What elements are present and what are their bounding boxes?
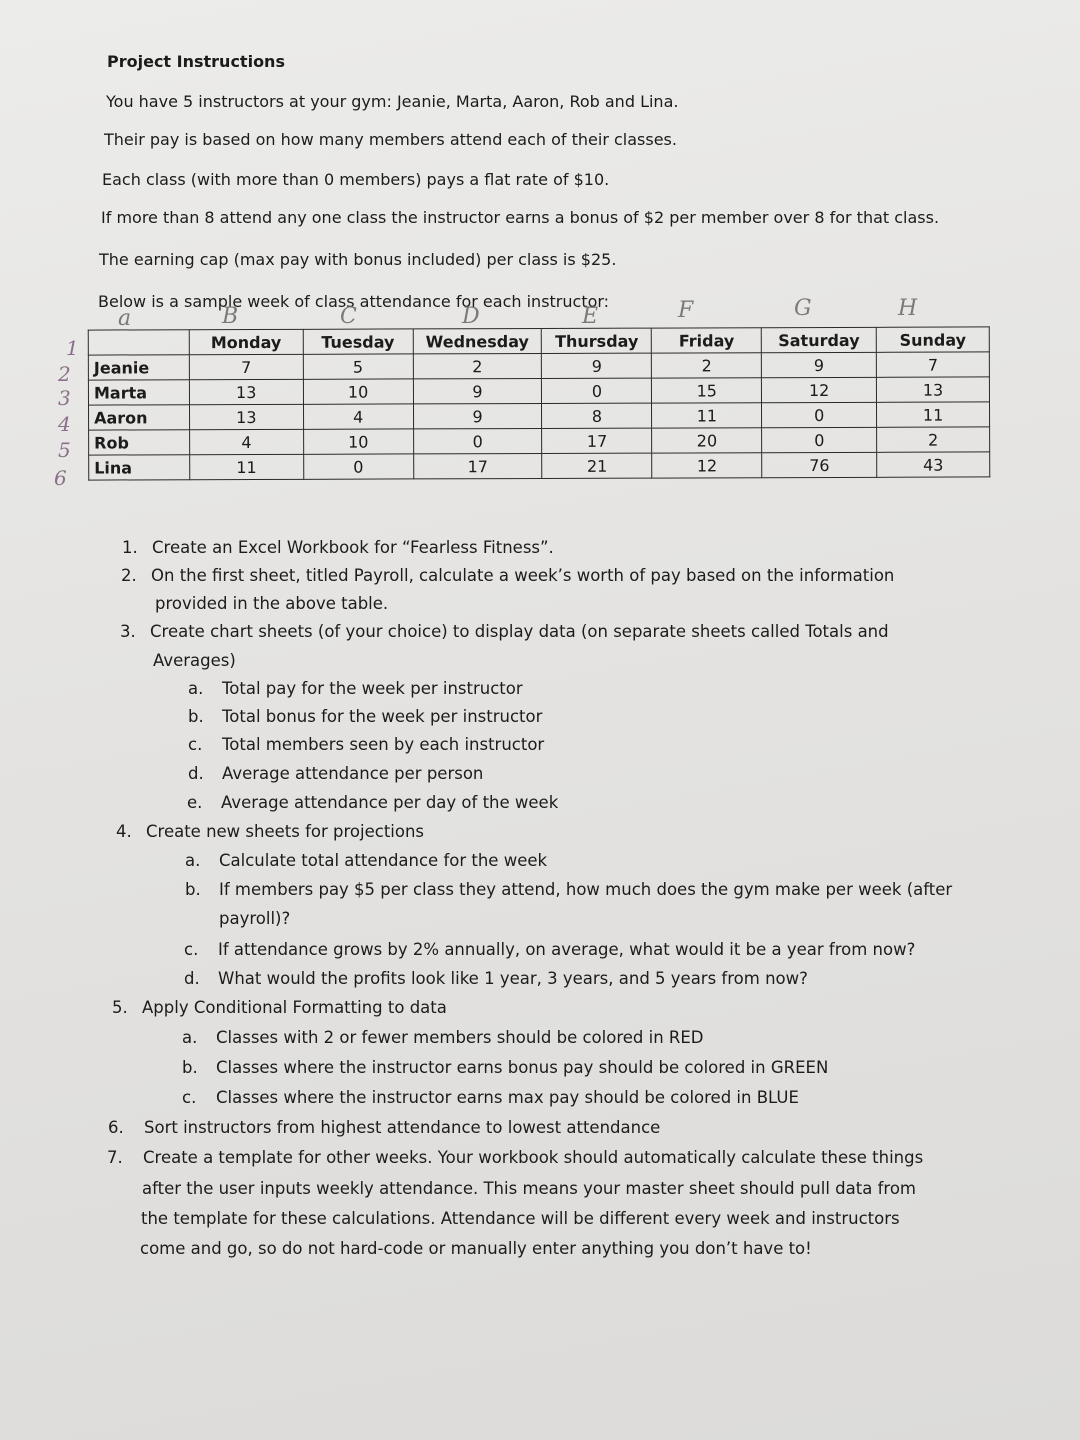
table-cell: 9	[413, 378, 542, 403]
handwritten-row-4: 4	[58, 412, 71, 436]
handwritten-row-2: 2	[58, 362, 71, 386]
handwritten-col-b: B	[222, 304, 239, 329]
task-6: 6. Sort instructors from highest attendance to lowest attendance	[108, 1118, 661, 1137]
table-cell: 0	[413, 428, 542, 453]
table-cell: 21	[542, 453, 652, 478]
table-cell: 2	[413, 353, 542, 378]
table-cell: 10	[303, 379, 413, 404]
task-4b-continued: payroll)?	[219, 909, 291, 928]
task-4b: b. If members pay $5 per class they attend, how much does the gym make per week (after	[185, 880, 953, 899]
table-row	[88, 352, 989, 380]
table-cell: 2	[652, 353, 762, 378]
table-row	[89, 427, 990, 455]
table-cell: 43	[877, 452, 990, 477]
table-cell: 13	[189, 404, 303, 429]
handwritten-col-a: a	[118, 306, 132, 331]
handwritten-row-6: 6	[54, 466, 67, 490]
table-cell: 20	[652, 428, 762, 453]
instructor-name: Marta	[88, 380, 189, 405]
instructor-name: Rob	[89, 430, 190, 455]
table-cell: 12	[652, 453, 762, 478]
task-7: 7. Create a template for other weeks. Your workbook should automatically calculate these things	[107, 1148, 924, 1167]
table-header-row	[88, 327, 989, 355]
task-5a: a. Classes with 2 or fewer members should be colored in RED	[182, 1028, 704, 1047]
table-cell: 2	[877, 427, 990, 452]
task-3e: e. Average attendance per day of the week	[187, 793, 559, 812]
task-1: 1. Create an Excel Workbook for “Fearless Fitness”.	[122, 538, 554, 557]
task-5c: c. Classes where the instructor earns max pay should be colored in BLUE	[182, 1088, 799, 1107]
handwritten-col-c: C	[340, 304, 357, 329]
table-cell: 15	[652, 378, 762, 403]
paragraph-pay-basis: Their pay is based on how many members attend each of their classes.	[104, 130, 677, 149]
instructor-name: Lina	[89, 455, 190, 480]
table-cell: 13	[189, 379, 303, 404]
handwritten-row-3: 3	[58, 386, 71, 410]
table-cell: 8	[542, 403, 652, 428]
header-sunday: Sunday	[876, 327, 989, 352]
task-3d: d. Average attendance per person	[188, 764, 484, 783]
instructor-name: Jeanie	[88, 355, 189, 380]
table-cell: 0	[762, 402, 877, 427]
header-monday: Monday	[189, 329, 303, 354]
table-cell: 11	[877, 402, 990, 427]
table-cell: 10	[303, 429, 413, 454]
header-saturday: Saturday	[761, 327, 876, 352]
table-corner-cell	[88, 330, 189, 355]
task-3c: c. Total members seen by each instructor	[188, 735, 545, 754]
header-wednesday: Wednesday	[413, 328, 542, 353]
handwritten-col-g: G	[794, 296, 812, 321]
table-cell: 9	[762, 352, 877, 377]
table-cell: 11	[652, 403, 762, 428]
task-4a: a. Calculate total attendance for the week	[185, 851, 548, 870]
handwritten-col-e: E	[582, 304, 599, 329]
task-7-line-4: come and go, so do not hard-code or manually enter anything you don’t have to!	[140, 1239, 812, 1258]
table-cell: 13	[877, 377, 990, 402]
paragraph-instructors: You have 5 instructors at your gym: Jeanie, Marta, Aaron, Rob and Lina.	[106, 92, 679, 111]
task-3-continued: Averages)	[153, 651, 236, 670]
task-3b: b. Total bonus for the week per instructor	[188, 707, 543, 726]
table-cell: 0	[542, 378, 652, 403]
paragraph-flat-rate: Each class (with more than 0 members) pays a flat rate of $10.	[102, 170, 610, 189]
instructor-name: Aaron	[89, 405, 190, 430]
table-cell: 5	[303, 354, 413, 379]
table-cell: 11	[190, 454, 304, 479]
task-2: 2. On the first sheet, titled Payroll, calculate a week’s worth of pay based on the information	[121, 566, 895, 585]
paragraph-cap: The earning cap (max pay with bonus included) per class is $25.	[99, 250, 617, 269]
table-cell: 4	[189, 429, 303, 454]
table-cell: 9	[413, 403, 542, 428]
task-4c: c. If attendance grows by 2% annually, on average, what would it be a year from now?	[184, 940, 916, 959]
table-cell: 9	[542, 353, 652, 378]
heading: Project Instructions	[107, 52, 285, 71]
table-cell: 0	[762, 427, 877, 452]
handwritten-row-5: 5	[58, 438, 71, 462]
task-3a: a. Total pay for the week per instructor	[188, 679, 523, 698]
table-cell: 7	[189, 354, 303, 379]
table-row	[89, 402, 990, 430]
table-row	[89, 452, 990, 480]
handwritten-col-f: F	[678, 298, 694, 323]
task-7-line-3: the template for these calculations. Attendance will be different every week and instructors	[141, 1209, 900, 1228]
table-cell: 12	[762, 377, 877, 402]
task-7-line-2: after the user inputs weekly attendance. This means your master sheet should pull data from	[142, 1179, 916, 1198]
paragraph-sample: Below is a sample week of class attendance for each instructor:	[98, 292, 610, 311]
paragraph-bonus: If more than 8 attend any one class the instructor earns a bonus of $2 per member over 8 for that class.	[101, 208, 940, 227]
task-5: 5. Apply Conditional Formatting to data	[112, 998, 447, 1017]
task-5b: b. Classes where the instructor earns bonus pay should be colored in GREEN	[182, 1058, 829, 1077]
table-row	[88, 377, 989, 405]
attendance-table	[88, 326, 991, 480]
header-tuesday: Tuesday	[303, 329, 413, 354]
table-cell: 4	[303, 404, 413, 429]
header-friday: Friday	[652, 328, 762, 353]
table-cell: 17	[413, 453, 542, 478]
table-cell: 0	[303, 454, 413, 479]
handwritten-row-1: 1	[66, 336, 79, 360]
task-4: 4. Create new sheets for projections	[116, 822, 425, 841]
task-2-continued: provided in the above table.	[155, 594, 389, 613]
handwritten-col-d: D	[462, 304, 480, 329]
task-3: 3. Create chart sheets (of your choice) to display data (on separate sheets called Totals and	[120, 622, 889, 641]
header-thursday: Thursday	[542, 328, 652, 353]
table-cell: 76	[762, 452, 877, 477]
table-cell: 17	[542, 428, 652, 453]
table-cell: 7	[876, 352, 989, 377]
handwritten-col-h: H	[898, 296, 918, 321]
task-4d: d. What would the profits look like 1 year, 3 years, and 5 years from now?	[184, 969, 808, 988]
